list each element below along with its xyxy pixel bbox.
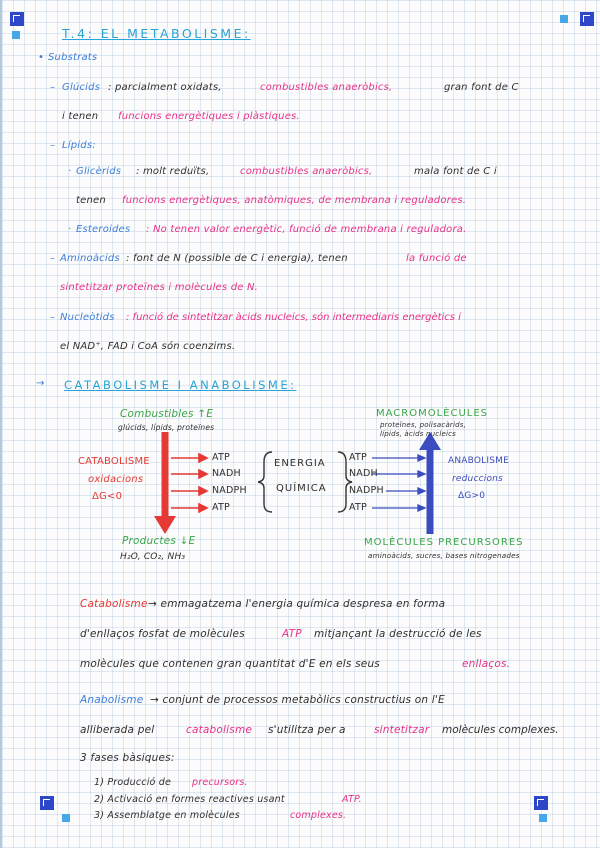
- glucids-text-5: funcions energètiques i plàstiques.: [118, 111, 300, 122]
- catabolisme-def-line-2a: d'enllaços fosfat de molècules: [80, 628, 245, 640]
- bullet-icon: •: [38, 52, 45, 63]
- glicerids-text-2: combustibles anaeròbics,: [240, 166, 373, 177]
- left-molecule: NADPH: [212, 485, 247, 496]
- catabolisme-def-line-3a: molècules que contenen gran quantitat d'E en els seus: [80, 658, 380, 670]
- esteroides-text: : No tenen valor energètic, funció de membrana i reguladora.: [146, 224, 467, 235]
- fase-1-text: 1) Producció de: [94, 777, 172, 788]
- fase-2-text: 2) Activació en formes reactives usant: [94, 794, 285, 805]
- anabolisme-def-label: Anabolisme: [80, 694, 144, 706]
- left-molecule: NADH: [212, 468, 241, 479]
- fases-heading: 3 fases bàsiques:: [80, 752, 175, 764]
- nucleotids-label: Nucleòtids: [60, 312, 115, 323]
- glicerids-text-1: : molt reduïts,: [136, 166, 210, 177]
- fase-2-highlight: ATP.: [342, 794, 362, 805]
- glicerids-text-4: tenen: [76, 195, 106, 206]
- aminoacids-text-3: sintetitzar proteïnes i molècules de N.: [60, 282, 259, 293]
- metabolism-diagram: [2, 0, 600, 848]
- lipids-label: Lípids:: [62, 140, 96, 151]
- catabolisme-def-line-2c: mitjançant la destrucció de les: [314, 628, 482, 640]
- dot-icon: ·: [68, 224, 72, 235]
- precursores-title: MOLÈCULES PRECURSORES: [364, 537, 524, 548]
- aminoacids-text-2: la funció de: [406, 253, 467, 264]
- glucids-text-4: i tenen: [62, 111, 99, 122]
- catabolisme-def-label: Catabolisme: [80, 598, 148, 610]
- fase-1-highlight: precursors.: [192, 777, 248, 788]
- oxidacions-label: oxidacions: [88, 474, 144, 485]
- catabolisme-def-line-3b: enllaços.: [462, 658, 511, 670]
- combustibles-sub: glúcids, lípids, proteïnes: [118, 423, 215, 432]
- dash-icon: –: [50, 82, 56, 93]
- productes-title: Productes ↓E: [122, 535, 196, 547]
- fase-3-highlight: complexes.: [290, 810, 347, 821]
- red-small-arrows: [171, 454, 207, 512]
- anabolisme-def-line-2c: s'utilitza per a: [268, 724, 346, 736]
- section-heading-catabolisme-anabolisme: CATABOLISME I ANABOLISME:: [64, 378, 297, 392]
- left-molecule: ATP: [212, 452, 230, 463]
- productes-sub: H₂O, CO₂, NH₃: [120, 552, 186, 562]
- blue-small-arrows: [372, 455, 425, 511]
- right-molecule: NADH: [349, 468, 378, 479]
- dash-icon: –: [50, 253, 56, 264]
- macromolecules-sub-1: proteïnes, polisacàrids,: [380, 421, 467, 429]
- section-heading-substrats: Substrats: [48, 52, 98, 63]
- anabolisme-def-line-2b: catabolisme: [186, 724, 253, 736]
- dg-positive-label: ΔG>0: [458, 491, 486, 501]
- glicerids-label: Glicèrids: [76, 166, 122, 177]
- aminoacids-label: Aminoàcids: [60, 253, 120, 264]
- glucids-text-2: combustibles anaeròbics,: [260, 82, 393, 93]
- right-molecule: NADPH: [349, 485, 384, 496]
- arrow-right-icon: →: [36, 378, 45, 389]
- aminoacids-text-1: : font de N (possible de C i energia), tenen: [126, 253, 348, 264]
- right-molecule: ATP: [349, 452, 367, 463]
- glucids-label: Glúcids: [62, 82, 101, 93]
- esteroides-label: Esteroides: [76, 224, 131, 235]
- energia-label: ENERGIA: [274, 458, 326, 469]
- glicerids-text-5: funcions energètiques, anatòmiques, de membrana i reguladores.: [122, 195, 467, 206]
- dash-icon: –: [50, 140, 56, 151]
- glucids-text-1: : parcialment oxidats,: [108, 82, 222, 93]
- anabolisme-def-line-2e: molècules complexes.: [442, 724, 559, 736]
- anabolisme-def-line-1: → conjunt de processos metabòlics constructius on l'E: [150, 694, 445, 706]
- macromolecules-title: MACROMOLÈCULES: [376, 408, 489, 419]
- brace-icon: [258, 452, 272, 512]
- reduccions-label: reduccions: [452, 474, 503, 484]
- combustibles-title: Combustibles ↑E: [120, 408, 214, 420]
- macromolecules-sub-2: lípids, àcids nucleics: [380, 430, 457, 438]
- catabolisme-def-line-1: → emmagatzema l'energia química despresa en forma: [148, 598, 446, 610]
- glucids-text-3: gran font de C: [444, 82, 519, 93]
- anabolisme-def-line-2a: alliberada pel: [80, 724, 155, 736]
- glicerids-text-3: mala font de C i: [414, 166, 497, 177]
- page-title: T.4: EL METABOLISME:: [62, 26, 251, 41]
- precursores-sub: aminoàcids, sucres, bases nitrogenades: [368, 551, 520, 560]
- nucleotids-text-1: : funció de sintetitzar àcids nucleics, són intermediaris energètics i: [126, 312, 461, 323]
- nucleotids-text-2: el NAD⁺, FAD i CoA són coenzims.: [60, 341, 236, 352]
- anabolisme-label: ANABOLISME: [448, 456, 509, 466]
- quimica-label: QUÍMICA: [276, 483, 327, 494]
- dot-icon: ·: [68, 166, 72, 177]
- dg-negative-label: ΔG<0: [92, 491, 123, 502]
- anabolisme-def-line-2d: sintetitzar: [374, 724, 430, 736]
- dash-icon: –: [50, 312, 56, 323]
- fase-3-text: 3) Assemblatge en molècules: [94, 810, 240, 821]
- catabolisme-def-line-2b: ATP: [282, 628, 302, 640]
- left-molecule: ATP: [212, 502, 230, 513]
- right-molecule: ATP: [349, 502, 367, 513]
- red-down-arrowhead-icon: [154, 516, 176, 534]
- catabolisme-label: CATABOLISME: [78, 456, 150, 467]
